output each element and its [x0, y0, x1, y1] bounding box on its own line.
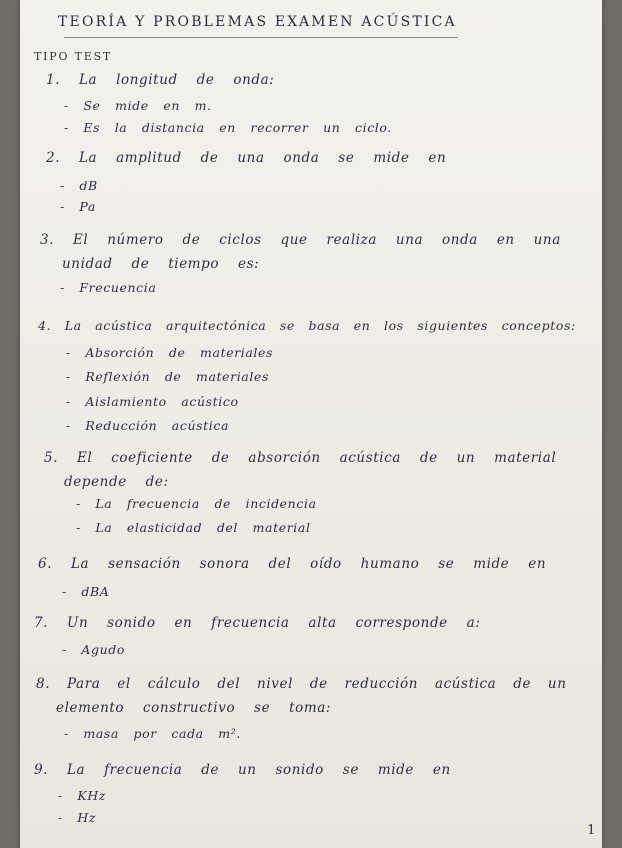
answer-9-1: - KHz — [58, 788, 107, 803]
answer-4-3: - Aislamiento acústico — [66, 394, 239, 409]
answer-4-4: - Reducción acústica — [66, 418, 229, 433]
question-5: 5. El coeficiente de absorción acústica de un material — [44, 450, 557, 466]
answer-7-1: - Agudo — [62, 642, 126, 657]
question-8-cont: elemento constructivo se toma: — [56, 700, 332, 716]
answer-6-1: - dBA — [62, 584, 110, 599]
answer-5-2: - La elasticidad del material — [76, 520, 311, 535]
answer-1-1: - Se mide en m. — [64, 98, 212, 113]
answer-2-2: - Pa — [60, 199, 96, 214]
question-6: 6. La sensación sonora del oído humano se mide en — [38, 556, 547, 572]
question-9: 9. La frecuencia de un sonido se mide en — [34, 762, 451, 778]
answer-5-1: - La frecuencia de incidencia — [76, 496, 317, 511]
answer-3-1: - Frecuencia — [60, 280, 157, 295]
question-3: 3. El número de ciclos que realiza una onda en una — [40, 232, 561, 248]
answer-2-1: - dB — [60, 178, 98, 193]
section-heading: TIPO TEST — [34, 50, 113, 63]
question-8: 8. Para el cálculo del nivel de reducción acústica de un — [36, 676, 567, 692]
answer-9-2: - Hz — [58, 810, 97, 825]
notebook-page — [20, 0, 602, 848]
title-underline — [64, 37, 458, 38]
answer-4-2: - Reflexión de materiales — [66, 369, 269, 384]
answer-4-1: - Absorción de materiales — [66, 345, 274, 360]
page-title: TEORÍA Y PROBLEMAS EXAMEN ACÚSTICA — [58, 14, 457, 30]
question-4: 4. La acústica arquitectónica se basa en los siguientes conceptos: — [38, 318, 576, 333]
question-3-cont: unidad de tiempo es: — [62, 256, 260, 272]
answer-1-2: - Es la distancia en recorrer un ciclo. — [64, 120, 392, 135]
question-1: 1. La longitud de onda: — [46, 72, 275, 88]
question-7: 7. Un sonido en frecuencia alta corresponde a: — [34, 615, 481, 631]
question-2: 2. La amplitud de una onda se mide en — [46, 150, 447, 166]
question-5-cont: depende de: — [64, 474, 169, 490]
answer-8-1: - masa por cada m². — [64, 726, 241, 741]
page-number: 1 — [587, 823, 596, 838]
